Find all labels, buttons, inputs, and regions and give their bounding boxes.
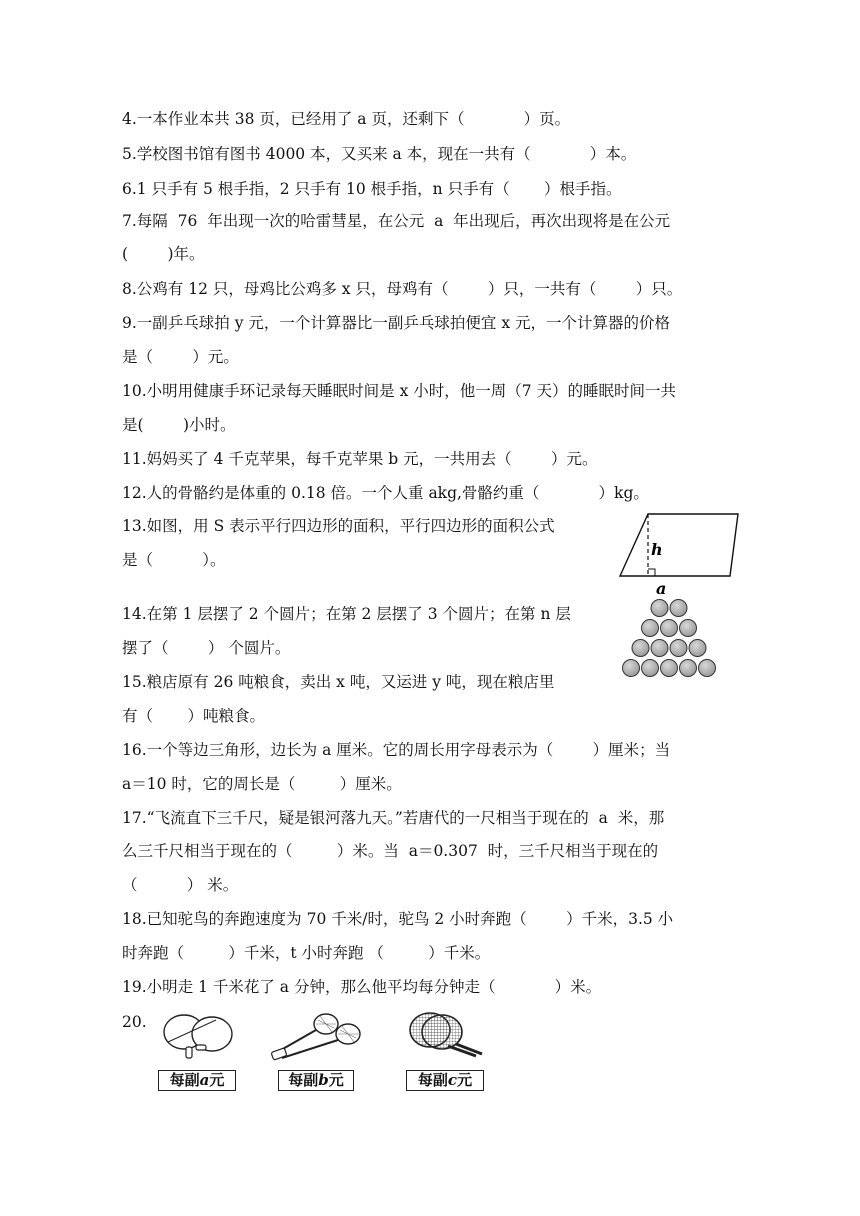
problem-line: 么三千尺相当于现在的（ ）米。当 a＝0.307 时，三千尺相当于现在的	[122, 842, 659, 860]
circle-disc	[670, 640, 687, 657]
circle-disc	[699, 660, 716, 677]
problem-line: ( )年。	[122, 245, 205, 263]
problem-line: a＝10 时，它的周长是（ ）厘米。	[122, 775, 402, 793]
circle-disc	[670, 600, 687, 617]
problem-line: 10.小明用健康手环记录每天睡眠时间是 x 小时，他一周（7 天）的睡眠时间一共	[122, 382, 677, 400]
problem-line: 是（ ）元。	[122, 348, 239, 366]
tennis-rackets-icon	[404, 1008, 486, 1060]
problem-line: 8.公鸡有 12 只，母鸡比公鸡多 x 只，母鸡有（ ）只，一共有（ ）只。	[122, 280, 683, 298]
circle-disc	[651, 600, 668, 617]
ping-pong-paddles-icon	[160, 1012, 236, 1060]
price-tag-c	[406, 1070, 484, 1091]
problem-line: 20.	[122, 1013, 147, 1031]
problem-line: 16.一个等边三角形，边长为 a 厘米。它的周长用字母表示为（ ）厘米；当	[122, 741, 671, 759]
problem-line: 12.人的骨骼约是体重的 0.18 倍。一个人重 akg,骨骼约重（ ）kg。	[122, 484, 649, 502]
circle-disc	[661, 620, 678, 637]
problem-line: 13.如图，用 S 表示平行四边形的面积，平行四边形的面积公式	[122, 517, 555, 535]
problem-line: 11.妈妈买了 4 千克苹果，每千克苹果 b 元，一共用去（ ）元。	[122, 450, 598, 468]
problem-line: 5.学校图书馆有图书 4000 本，又买来 a 本，现在一共有（ ）本。	[122, 145, 637, 163]
parallelogram-figure	[612, 506, 742, 598]
price-tag-var: a	[199, 1071, 210, 1089]
circle-disc	[689, 640, 706, 657]
stacked-circles-figure	[606, 596, 732, 686]
price-tag-suffix: 元	[328, 1071, 344, 1089]
problem-line: 4.一本作业本共 38 页，已经用了 a 页，还剩下（ ）页。	[122, 110, 571, 128]
problem-line: 6.1 只手有 5 根手指，2 只手有 10 根手指，n 只手有（ ）根手指。	[122, 180, 622, 198]
price-tag-prefix: 每副	[288, 1071, 319, 1089]
problem-line: 7.每隔 76 年出现一次的哈雷彗星，在公元 a 年出现后，再次出现将是在公元	[122, 212, 671, 230]
problem-line: 摆了（ ） 个圆片。	[122, 639, 291, 657]
circle-disc	[632, 640, 649, 657]
problem-line: 是( )小时。	[122, 416, 236, 434]
right-angle-mark	[648, 569, 655, 576]
problem-line: 时奔跑（ ）千米，t 小时奔跑 （ ）千米。	[122, 944, 491, 962]
problem-line: 17.“飞流直下三千尺，疑是银河落九天。”若唐代的一尺相当于现在的 a 米，那	[122, 809, 665, 827]
price-tag-suffix: 元	[457, 1071, 473, 1089]
problem-line: （ ） 米。	[122, 876, 239, 894]
problem-line: 19.小明走 1 千米花了 a 分钟，那么他平均每分钟走（ ）米。	[122, 978, 602, 996]
problem-line: 14.在第 1 层摆了 2 个圆片；在第 2 层摆了 3 个圆片；在第 n 层	[122, 605, 571, 623]
circle-disc	[661, 660, 678, 677]
circle-disc	[642, 620, 659, 637]
problem-line: 15.粮店原有 26 吨粮食，卖出 x 吨，又运进 y 吨，现在粮店里	[122, 673, 555, 691]
circle-disc	[642, 660, 659, 677]
circle-disc	[680, 660, 697, 677]
price-tag-a	[158, 1070, 236, 1091]
price-tag-var: b	[318, 1071, 329, 1089]
problem-line: 18.已知驼鸟的奔跑速度为 70 千米/时，驼鸟 2 小时奔跑（ ）千米，3.5 小	[122, 910, 674, 928]
price-tag-prefix: 每副	[417, 1071, 448, 1089]
parallelogram-shape	[620, 514, 738, 576]
circle-disc	[680, 620, 697, 637]
circles-group	[623, 600, 716, 677]
circle-disc	[651, 640, 668, 657]
problem-line: 9.一副乒乓球拍 y 元，一个计算器比一副乒乓球拍便宜 x 元，一个计算器的价格	[122, 314, 670, 332]
price-tag-suffix: 元	[209, 1071, 225, 1089]
base-label: a	[656, 579, 667, 598]
problem-line: 是（ ）。	[122, 551, 226, 569]
problem-line: 有（ ）吨粮食。	[122, 707, 265, 725]
badminton-rackets-icon	[268, 1010, 366, 1062]
price-tag-b	[278, 1070, 354, 1091]
height-label: h	[651, 540, 663, 559]
price-tag-prefix: 每副	[169, 1071, 200, 1089]
circle-disc	[623, 660, 640, 677]
price-tag-var: c	[447, 1071, 458, 1089]
